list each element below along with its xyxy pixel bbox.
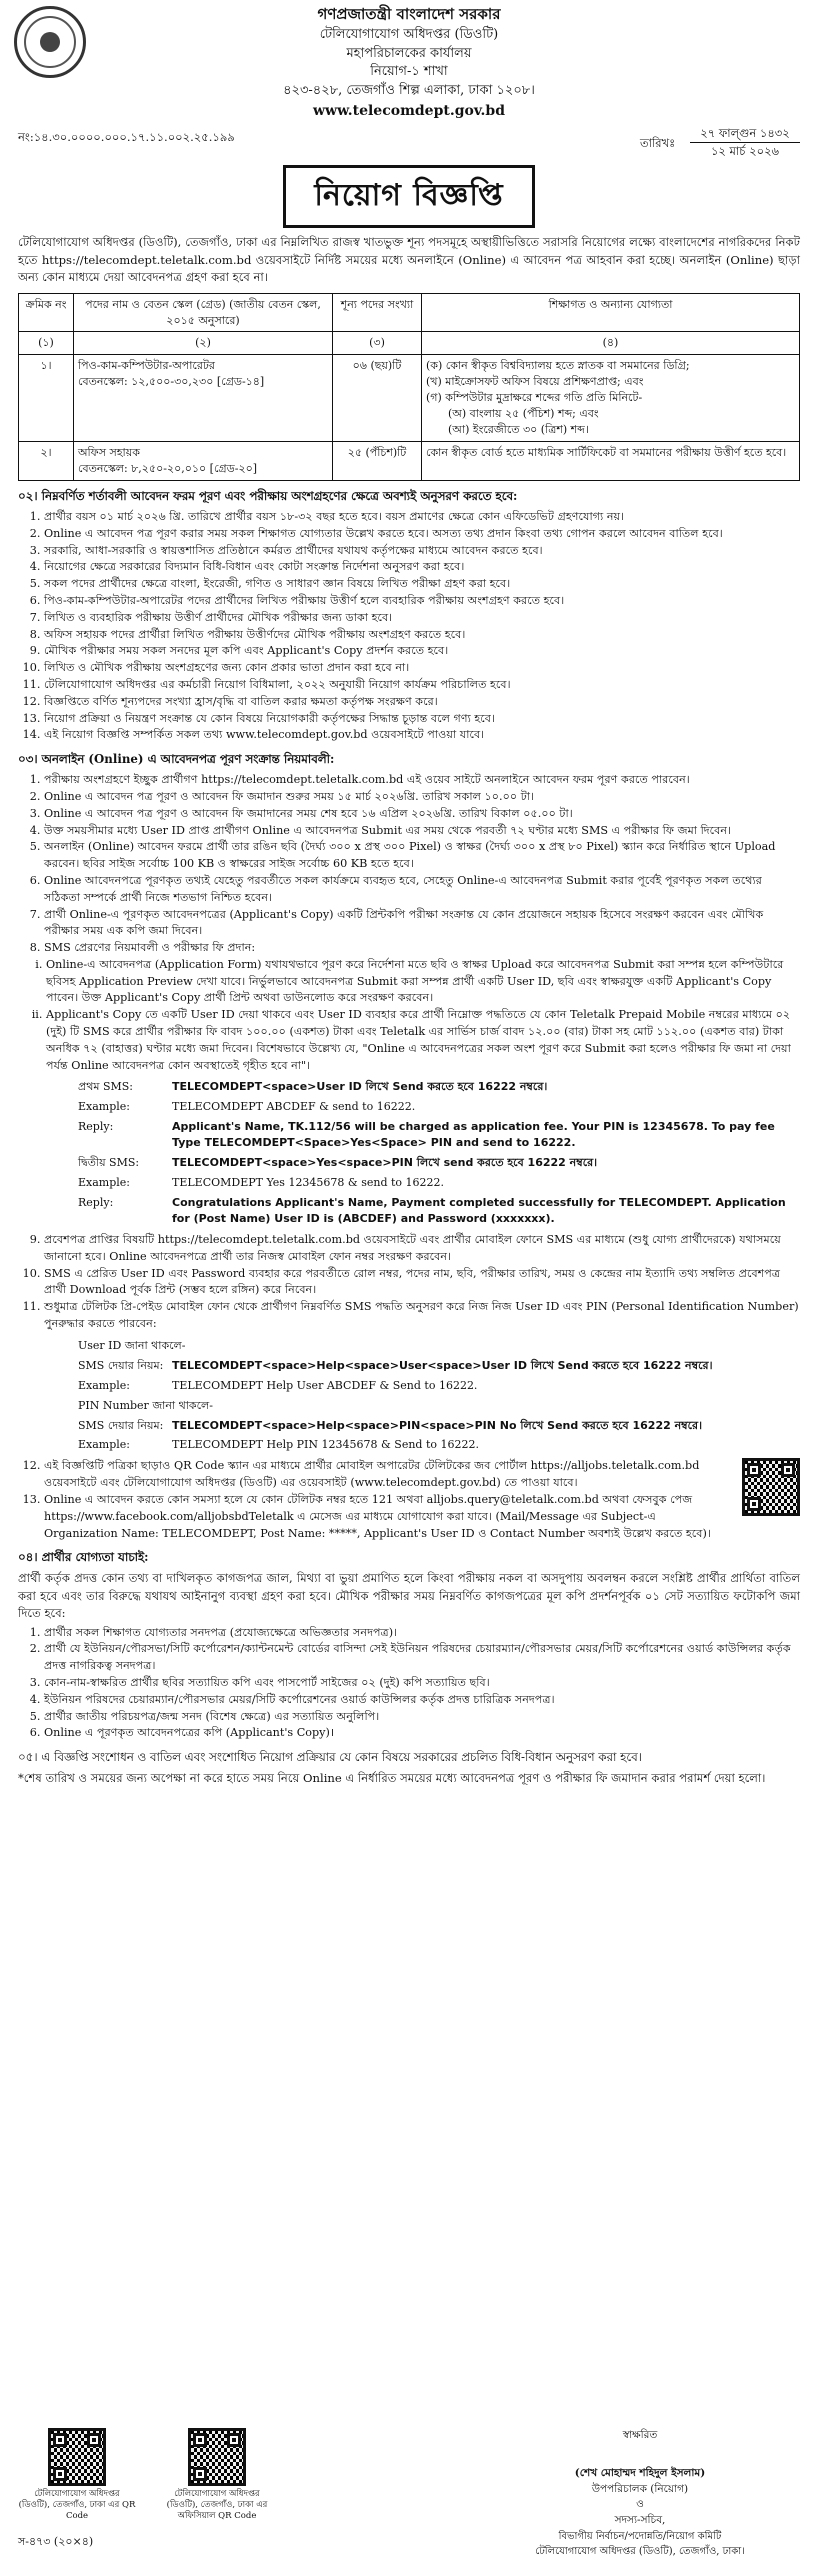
sms-row: Example: TELECOMDEPT ABCDEF & send to 16222. <box>78 1100 416 1114</box>
posts-table <box>18 293 800 481</box>
sms-row: দ্বিতীয় SMS: TELECOMDEPT<space>Yes<space>PIN লিখে send করতে হবে 16222 নম্বরে। <box>78 1156 598 1170</box>
signatory-name: (শেখ মোহাম্মদ শহিদুল ইসলাম) <box>574 2466 706 2479</box>
date-bangla: ২৭ ফাল্গুন ১৪৩২ <box>700 126 790 141</box>
dot-qr-code-icon[interactable] <box>48 2428 106 2486</box>
section-3-title: ০৩। অনলাইন (Online) এ আবেদনপত্র পূরণ সংক্রান্ত নিয়মাবলী: <box>18 752 335 767</box>
section-5: ০৫। এ বিজ্ঞপ্তি সংশোধন ও বাতিল এবং সংশোধিত নিয়োগ প্রক্রিয়ার যে কোন বিষয়ে সরকারের প্রচলিত বিধি-বিধান অনুসরণ করা হবে। <box>18 1750 642 1765</box>
sms-row: প্রথম SMS: TELECOMDEPT<space>User ID লিখে Send করতে হবে 16222 নম্বরে। <box>78 1080 548 1094</box>
pay-scale: বেতনস্কেল: ১২,৫০০-৩০,২৩০ [গ্রেড-১৪] <box>78 375 265 389</box>
address: ৪২৩-৪২৮, তেজগাঁও শিল্প এলাকা, ঢাকা ১২০৮। <box>283 83 535 99</box>
col-serial: ক্রমিক নং <box>19 293 74 332</box>
signature-block: স্বাক্ষরিত (শেখ মোহাম্মদ শহিদুল ইসলাম) উপপরিচালক (নিয়োগ) ও সদস্য-সচিব, বিভাগীয় নির্বাচন/পদোন্নতি/নিয়োগ কমিটি টেলিযোগাযোগ অধিদপ্তর (ডিওটি), তেজগাঁও, ঢাকা। <box>520 2428 760 2559</box>
qualifications: (ক) কোন স্বীকৃত বিশ্ববিদ্যালয় হতে স্নাতক বা সমমানের ডিগ্রি; (খ) মাইক্রোসফট অফিস বিষয়ে প্রশিক্ষণপ্রাপ্ত; এবং (গ) কম্পিউটার মুদ্রাক্ষরে শব্দের গতি প্রতি মিনিটে- (অ) বাংলায় ২৫ (পঁচিশ) শব্দ; এবং (আ) ইংরেজীতে ৩০ (ত্রিশ) শব্দ। <box>422 355 800 442</box>
pay-scale: বেতনস্কেল: ৮,২৫০-২০,০১০ [গ্রেড-২০] <box>78 462 258 476</box>
signatory-role: সদস্য-সচিব, <box>614 2514 666 2526</box>
list-item: 1. প্রার্থীর সকল শিক্ষাগত যোগ্যতার সনদপত্র (প্রযোজ্যক্ষেত্রে অভিজ্ঞতার সনদপত্র)। <box>44 1625 800 1642</box>
list-item: 3. কোন-নাম-স্বাক্ষরিত প্রার্থীর ছবির সত্যায়িত কপি এবং পাসপোর্ট সাইজের ০২ (দুই) কপি সত্যায়িত ছবি। <box>44 1675 800 1692</box>
list-item: 12. বিজ্ঞপ্তিতে বর্ণিত শূন্যপদের সংখ্যা হ্রাস/বৃদ্ধি বা বাতিল করার ক্ষমতা কর্তৃপক্ষ সংরক্ষণ করে। <box>44 694 800 711</box>
office-address: টেলিযোগাযোগ অধিদপ্তর (ডিওটি), তেজগাঁও, ঢাকা। <box>535 2545 745 2557</box>
table-number-row: (১) (২) (৩) (৪) <box>19 332 800 355</box>
list-item: 6. Online আবেদনপত্রে পূরণকৃত তথ্যই যেহেতু পরবর্তীতে সকল কার্যক্রমে ব্যবহৃত হবে, সেহেতু Online-এ আবেদনপত্র Submit করার পূর্বেই পূরণকৃত সকল তথ্যের সঠিকতা সম্পর্কে প্রার্থী নিজে শতভাগ নিশ্চিত হবেন। <box>44 873 800 907</box>
list-item: 2. Online এ আবেদন পত্র পূরণ ও আবেদন ফি জমাদান শুরুর সময় ১৫ মার্চ ২০২৬খ্রি. তারিখ সকাল ১০.০০ টা। <box>44 789 800 806</box>
list-item: 4. নিয়োগের ক্ষেত্রে সরকারের বিদ্যমান বিধি-বিধান এবং কোটা সংক্রান্ত নির্দেশনা অনুসরণ করা হবে। <box>44 559 800 576</box>
list-item: 12. এই বিজ্ঞপ্তিটি পত্রিকা ছাড়াও QR Code স্ক্যান এর মাধ্যমে প্রার্থীর মোবাইল অপারেটর টেলিটকের জব পোর্টাল https://alljobs.teletalk.com.bd ওয়েবসাইটে এবং টেলিযোগাযোগ অধিদপ্তর (ডিওটি) এর ওয়েবসাইট (www.telecomdept.gov.bd) তে পাওয়া যাবে। <box>44 1458 800 1492</box>
section-4-list <box>18 1625 800 1743</box>
table-row: ২। অফিস সহায়ক বেতনস্কেল: ৮,২৫০-২০,০১০ [গ্রেড-২০] ২৫ (পঁচিশ)টি কোন স্বীকৃত বোর্ড হতে মাধ্যমিক সার্টিফিকেট বা সমমানের পরীক্ষায় উত্তীর্ণ হতে হবে। <box>19 442 800 481</box>
list-item: 7. লিখিত ও ব্যবহারিক পরীক্ষায় উত্তীর্ণ প্রার্থীদের মৌখিক পরীক্ষার জন্য ডাকা হবে। <box>44 610 800 627</box>
government-seal-icon <box>14 6 86 78</box>
govt-name: গণপ্রজাতন্ত্রী বাংলাদেশ সরকার <box>317 5 501 23</box>
section-4-title: ০৪। প্রার্থীর যোগ্যতা যাচাই: <box>18 1550 149 1565</box>
col-qualification: শিক্ষাগত ও অন্যান্য যোগ্যতা <box>422 293 800 332</box>
list-item: 4. ইউনিয়ন পরিষদের চেয়ারম্যান/পৌরসভার মেয়র/সিটি কর্পোরেশনের ওয়ার্ড কাউন্সিলর কর্তৃক প্রদত্ত চারিত্রিক সনদপত্র। <box>44 1692 800 1709</box>
section-3-list-cont <box>18 1232 800 1333</box>
list-item: 13. Online এ আবেদন করতে কোন সমস্যা হলে যে কোন টেলিটক নম্বর হতে 121 অথবা alljobs.query@teletalk.com.bd অথবা ফেসবুক পেজ https://www.facebook.com/alljobsbdTeletalk এ মেসেজ এর মাধ্যমে যোগাযোগ করা যাবে। (Mail/Message এর Subject-এ Organization Name: TELECOMDEPT, Post Name: *****, Applicant's User ID ও Contact Number অবশ্যই উল্লেখ করতে হবে)। <box>44 1492 800 1542</box>
office-name: মহাপরিচালকের কার্যালয় <box>346 45 472 61</box>
closing-note: *শেষ তারিখ ও সময়ের জন্য অপেক্ষা না করে হাতে সময় নিয়ে Online এ নির্ধারিত সময়ের মধ্যে আবেদনপত্র পূরণ ও পরীক্ষার ফি জমাদান করার পরামর্শ দেয়া হলো। <box>18 1771 766 1786</box>
post-name: অফিস সহায়ক <box>78 446 140 460</box>
section-3-list <box>18 772 800 957</box>
list-item: 1. প্রার্থীর বয়স ০১ মার্চ ২০২৬ খ্রি. তারিখে প্রার্থীর বয়স ১৮-৩২ বছর হতে হবে। বয়স প্রমাণের ক্ষেত্রে কোন এফিডেভিট গ্রহণযোগ্য নয়। <box>44 509 800 526</box>
sms-instructions <box>18 957 800 1075</box>
table-header-row <box>19 293 800 332</box>
section-3-list-final <box>18 1458 800 1542</box>
vacancy-count: ০৬ (ছয়)টি <box>333 355 422 442</box>
list-item: 11. টেলিযোগাযোগ অধিদপ্তর এর কর্মচারী নিয়োগ বিধিমালা, ২০২২ অনুযায়ী নিয়োগ কার্যক্রম পরিচালিত হবে। <box>44 677 800 694</box>
section-2-list <box>18 509 800 744</box>
list-item: 5. প্রার্থীর জাতীয় পরিচয়পত্র/জন্ম সনদ (বিশেষ ক্ষেত্রে) এর সত্যায়িত অনুলিপি। <box>44 1709 800 1726</box>
list-item: ii. Applicant's Copy তে একটি User ID দেয়া থাকবে এবং User ID ব্যবহার করে প্রার্থী নিম্নোক্ত পদ্ধতিতে যে কোন Teletalk Prepaid Mobile নম্বরের মাধ্যমে ০২ (দুই) টি SMS করে প্রার্থীর পরীক্ষার ফি বাবদ ১০০.০০ (একশত) টাকা এবং Teletalk এর সার্ভিস চার্জ বাবদ ১২.০০ (বার) টাকা সহ মোট ১১২.০০ (একশত বার) টাকা অনধিক ৭২ (বাহাত্তর) ঘণ্টার মধ্যে জমা দিবেন। বিশেষভাবে উল্লেখ্য যে, "Online এ আবেদনপত্রের সকল অংশ পূরণ করে Submit করা হলেও পরীক্ষার ফি জমা না দেয়া পর্যন্ত Online আবেদনপত্র কোন অবস্থাতেই গৃহীত হবে না"। <box>46 1007 800 1074</box>
branch-name: নিয়োগ-১ শাখা <box>370 64 448 80</box>
list-item: 2. প্রার্থী যে ইউনিয়ন/পৌরসভা/সিটি কর্পোরেশন/ক্যান্টনমেন্ট বোর্ডের বাসিন্দা সেই ইউনিয়ন পরিষদের চেয়ারম্যান/পৌরসভার মেয়র/সিটি কর্পোরেশনের ওয়ার্ড কাউন্সিলর কর্তৃক প্রদত্ত নাগরিকত্ব সনদপত্র। <box>44 1641 800 1675</box>
committee-name: বিভাগীয় নির্বাচন/পদোন্নতি/নিয়োগ কমিটি <box>558 2530 722 2542</box>
retrieval-table: User ID জানা থাকলে- SMS দেয়ার নিয়ম: TELECOMDEPT<space>Help<space>User<space>User ID লিখে Send করতে হবে 16222 নম্বরে। Example: TELECOMDEPT Help User ABCDEF & Send to 16222. PIN Number জানা থাকলে- SMS দেয়ার নিয়ম: TELECOMDEPT<space>Help<space>PIN<space>PIN No লিখে Send করতে হবে 16222 নম্বরে। Example: TELECOMDEPT Help PIN 12345678 & Send to 16222. <box>78 1338 713 1452</box>
list-item: 6. Online এ পূরণকৃত আবেদনপত্রের কপি (Applicant's Copy)। <box>44 1725 800 1742</box>
intro-paragraph: টেলিযোগাযোগ অধিদপ্তর (ডিওটি), তেজগাঁও, ঢাকা এর নিম্নলিখিত রাজস্ব খাতভুক্ত শূন্য পদসমূহে অস্থায়ীভিত্তিতে সরাসরি নিয়োগের লক্ষ্যে বাংলাদেশের নাগরিকদের নিকট হতে https://telecomdept.teletalk.com.bd ওয়েবসাইটে নির্দিষ্ট সময়ের মধ্যে অনলাইনে (Online) এ আবেদন পত্র আহবান করা হচ্ছে। অনলাইন (Online) ছাড়া অন্য কোন মাধ্যমে দেয়া আবেদনপত্র গ্রহণ করা হবে না। <box>18 235 800 285</box>
list-item: 3. Online এ আবেদন পত্র পূরণ ও আবেদন ফি জমাদানের সময় শেষ হবে ১৬ এপ্রিল ২০২৬খ্রি. তারিখ বিকাল ০৫.০০ টা। <box>44 806 800 823</box>
list-item: 3. সরকারি, আধা-সরকারি ও স্বায়ত্তশাসিত প্রতিষ্ঠানে কর্মরত প্রার্থীদের যথাযথ কর্তৃপক্ষের মাধ্যমে আবেদন করতে হবে। <box>44 543 800 560</box>
sms-row: Reply: Congratulations Applicant's Name, Payment completed successfully for TELECOMDEPT. Application for (Post Name) User ID is (ABCDEF) and Password (xxxxxxx). <box>78 1196 786 1226</box>
department-name: টেলিযোগাযোগ অধিদপ্তর (ডিওটি) <box>319 26 499 42</box>
footer-qr-block: টেলিযোগাযোগ অধিদপ্তর (ডিওটি), তেজগাঁও, ঢাকা এর অফিসিয়াল QR Code <box>158 2428 276 2522</box>
qualifications: কোন স্বীকৃত বোর্ড হতে মাধ্যমিক সার্টিফিকেট বা সমমানের পরীক্ষায় উত্তীর্ণ হতে হবে। <box>422 442 800 481</box>
section-4-intro: প্রার্থী কর্তৃক প্রদত্ত কোন তথ্য বা দাখিলকৃত কাগজপত্র জাল, মিথ্যা বা ভুয়া প্রমাণিত হলে কিংবা পরীক্ষায় নকল বা অসদুপায় অবলম্বন করলে সংশ্লিষ্ট প্রার্থীর প্রার্থিতা বাতিল করা হবে এবং তার বিরুদ্ধে যথাযথ আইনানুগ ব্যবস্থা গ্রহণ করা হবে। মৌখিক পরীক্ষার সময় নিম্নবর্ণিত কাগজপত্রের মূল কপি প্রদর্শনপূর্বক ০১ সেট সত্যায়িত ফটোকপি জমা দিতে হবে: <box>18 1571 800 1621</box>
list-item: 11. শুধুমাত্র টেলিটক প্রি-পেইড মোবাইল ফোন থেকে প্রার্থীগণ নিম্নবর্ণিত SMS পদ্ধতি অনুসরণ করে নিজ নিজ User ID এবং PIN (Personal Identification Number) পুনরুদ্ধার করতে পারবেন: <box>44 1299 800 1333</box>
date-label: তারিখঃ <box>640 136 676 151</box>
vacancy-count: ২৫ (পঁচিশ)টি <box>333 442 422 481</box>
signatory-designation: উপপরিচালক (নিয়োগ) <box>591 2482 689 2495</box>
list-item: 10. লিখিত ও মৌখিক পরীক্ষায় অংশগ্রহণের জন্য কোন প্রকার ভাতা প্রদান করা হবে না। <box>44 660 800 677</box>
list-item: 2. Online এ আবেদন পত্র পূরণ করার সময় সকল শিক্ষাগত যোগ্যতার উল্লেখ করতে হবে। অসত্য তথ্য প্রদান কিংবা তথ্য গোপন করলে আবেদন বাতিল হবে। <box>44 526 800 543</box>
website-link[interactable]: www.telecomdept.gov.bd <box>312 103 506 120</box>
official-qr-code-icon[interactable] <box>188 2428 246 2486</box>
sms-format-table <box>76 1076 800 1230</box>
list-item: 6. পিও-কাম-কম্পিউটার-অপারেটর পদের প্রার্থীদের লিখিত পরীক্ষায় উত্তীর্ণ হলে ব্যবহারিক পরীক্ষায় অংশগ্রহণ করতে হবে। <box>44 593 800 610</box>
footer <box>18 2428 800 2557</box>
list-item: 9. মৌখিক পরীক্ষার সময় সকল সনদের মূল কপি এবং Applicant's Copy প্রদর্শন করতে হবে। <box>44 643 800 660</box>
section-2-title: ০২। নিম্নবর্ণিত শর্তাবলী আবেদন ফরম পূরণ এবং পরীক্ষায় অংশগ্রহণের ক্ষেত্রে অবশ্যই অনুসরণ করতে হবে: <box>18 488 518 503</box>
list-item: 10. SMS এ প্রেরিত User ID এবং Password ব্যবহার করে পরবর্তীতে রোল নম্বর, পদের নাম, ছবি, পরীক্ষার তারিখ, সময় ও কেন্দ্রের নাম ইত্যাদি তথ্য সম্বলিত প্রবেশপত্র প্রার্থী Download পূর্বক প্রিন্ট (সম্ভব হলে রঙ্গিন) করে নিবেন। <box>44 1266 800 1300</box>
list-item: 5. অনলাইন (Online) আবেদন ফরমে প্রার্থী তার রঙিন ছবি (দৈর্ঘ্য ৩০০ x প্রস্থ ৩০০ Pixel) ও স্বাক্ষর (দৈর্ঘ্য ৩০০ x প্রস্থ ৮০ Pixel) স্ক্যান করে নির্ধারিত স্থানে Upload করবেন। ছবির সাইজ সর্বোচ্চ 100 KB ও স্বাক্ষরের সাইজ সর্বোচ্চ 60 KB হতে হবে। <box>44 839 800 873</box>
document-code: স-৪৭৩ (২০×৪) <box>18 2535 94 2548</box>
col-vacancy: শূন্য পদের সংখ্যা <box>333 293 422 332</box>
list-item: 14. এই নিয়োগ বিজ্ঞপ্তি সম্পর্কিত সকল তথ্য www.telecomdept.gov.bd ওয়েবসাইটে পাওয়া যাবে। <box>44 727 800 744</box>
list-item: 9. প্রবেশপত্র প্রাপ্তির বিষয়টি https://telecomdept.teletalk.com.bd ওয়েবসাইটে এবং প্রার্থীর মোবাইল ফোনে SMS এর মাধ্যমে (শুধু যোগ্য প্রার্থীদেরকে) যথাসময়ে জানানো হবে। Online আবেদনপত্রে প্রার্থী তার নিজস্ব মোবাইল ফোন নম্বর সংরক্ষণ করবেন। <box>44 1232 800 1266</box>
list-item: 13. নিয়োগ প্রক্রিয়া ও নিয়ন্ত্রণ সংক্রান্ত যে কোন বিষয়ে নিয়োগকারী কর্তৃপক্ষের সিদ্ধান্ত চূড়ান্ত বলে গণ্য হবে। <box>44 711 800 728</box>
table-row: ১। পিও-কাম-কম্পিউটার-অপারেটর বেতনস্কেল: ১২,৫০০-৩০,২৩০ [গ্রেড-১৪] ০৬ (ছয়)টি (ক) কোন স্বীকৃত বিশ্ববিদ্যালয় হতে স্নাতক বা সমমানের ডিগ্রি; (খ) মাইক্রোসফট অফিস বিষয়ে প্রশিক্ষণপ্রাপ্ত; এবং (গ) কম্পিউটার মুদ্রাক্ষরে শব্দের গতি প্রতি মিনিটে- (অ) বাংলায় ২৫ (পঁচিশ) শব্দ; এবং (আ) ইংরেজীতে ৩০ (ত্রিশ) শব্দ। <box>19 355 800 442</box>
list-item: i. Online-এ আবেদনপত্র (Application Form) যথাযথভাবে পূরণ করে নির্দেশনা মতে ছবি ও স্বাক্ষর Upload করে আবেদনপত্র Submit করা সম্পন্ন হলে কম্পিউটারে ছবিসহ Application Preview দেখা যাবে। নির্ভুলভাবে আবেদনপত্র Submit করা সম্পন্ন প্রার্থী একটি User ID, ছবি এবং স্বাক্ষরযুক্ত একটি Applicant's Copy পাবেন। উক্ত Applicant's Copy প্রার্থী প্রিন্ট অথবা ডাউনলোড করে সংরক্ষণ করবেন। <box>46 957 800 1007</box>
notice-title: নিয়োগ বিজ্ঞপ্তি <box>283 165 534 228</box>
list-item: 5. সকল পদের প্রার্থীদের ক্ষেত্রে বাংলা, ইংরেজী, গণিত ও সাধারণ জ্ঞান বিষয়ে লিখিত পরীক্ষা গ্রহণ করা হবে। <box>44 576 800 593</box>
footer-qr-block: টেলিযোগাযোগ অধিদপ্তর (ডিওটি), তেজগাঁও, ঢাকা এর QR Code <box>18 2428 136 2522</box>
list-item: 4. উক্ত সময়সীমার মধ্যে User ID প্রাপ্ত প্রার্থীগণ Online এ আবেদনপত্র Submit এর সময় থেকে পরবর্তী ৭২ ঘণ্টার মধ্যে SMS এ পরীক্ষার ফি জমা দিবেন। <box>44 823 800 840</box>
sms-row: Example: TELECOMDEPT Yes 12345678 & send to 16222. <box>78 1176 445 1190</box>
alljobs-qr-code-icon[interactable] <box>742 1458 800 1516</box>
list-item: 8. অফিস সহায়ক পদের প্রার্থীরা লিখিত পরীক্ষায় উত্তীর্ণদের মৌখিক পরীক্ষায় অংশগ্রহণ করতে হবে। <box>44 627 800 644</box>
signature-label: স্বাক্ষরিত <box>622 2429 658 2441</box>
date-english: ১২ মার্চ ২০২৬ <box>710 144 780 159</box>
sms-row: Reply: Applicant's Name, TK.112/56 will be charged as application fee. Your PIN is 12345678. To pay fee Type TELECOMDEPT<Space>Yes<Space> PIN and send to 16222. <box>78 1120 775 1150</box>
col-post: পদের নাম ও বেতন স্কেল (গ্রেড) (জাতীয় বেতন স্কেল, ২০১৫ অনুসারে) <box>74 293 333 332</box>
list-item: 1. পরীক্ষায় অংশগ্রহণে ইচ্ছুক প্রার্থীগণ https://telecomdept.teletalk.com.bd এই ওয়েব সাইটে অনলাইনে আবেদন ফরম পূরণ করতে পারবেন। <box>44 772 800 789</box>
list-item: 8. SMS প্রেরণের নিয়মাবলী ও পরীক্ষার ফি প্রদান: <box>44 940 800 957</box>
letterhead <box>18 4 800 121</box>
list-item: 7. প্রার্থী Online-এ পূরণকৃত আবেদনপত্রের (Applicant's Copy) একটি প্রিন্টকপি পরীক্ষা সংক্রান্ত যে কোন প্রয়োজনে সহায়ক হিসেবে সংরক্ষণ করবেন এবং মৌখিক পরীক্ষার সময় এক কপি জমা দিবেন। <box>44 907 800 941</box>
post-name: পিও-কাম-কম্পিউটার-অপারেটর <box>78 359 215 373</box>
memo-number: নং:১৪.৩০.০০০০.০০০.১৭.১১.০০২.২৫.১৯৯ <box>18 130 235 145</box>
memo-row <box>18 125 800 163</box>
